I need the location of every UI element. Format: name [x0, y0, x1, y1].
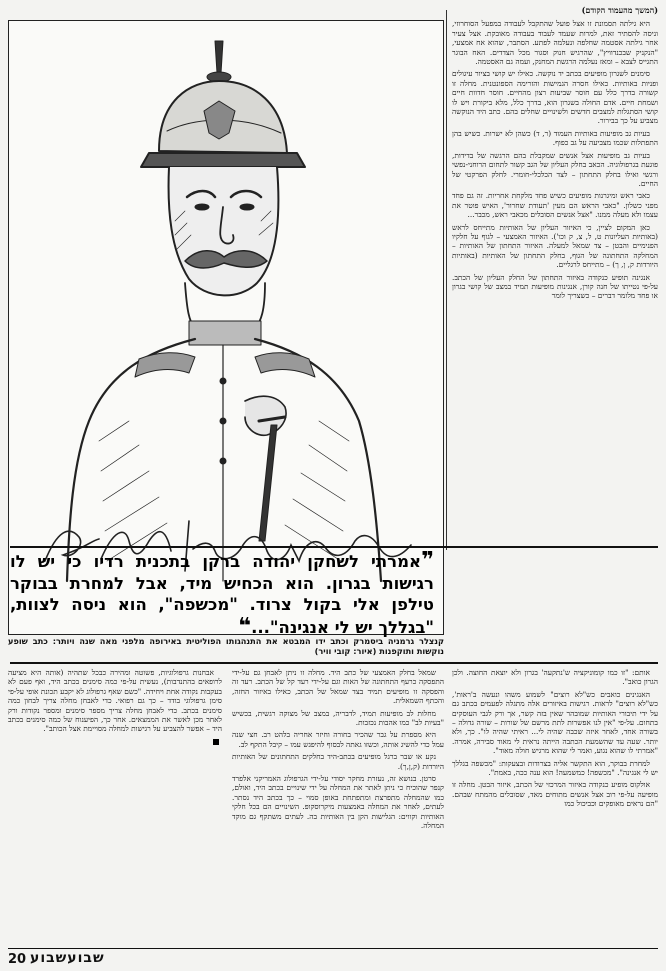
- paragraph: אבחנות גרפולוגיות, פשוטה ומהירה כבכל שתהיה (אותה היא מציעה לרופאים בהתנדבות), נעשית על-פי כמה סימנים בכתב היד, ואף פעם לא בעקבות נקודה אחת ויחידה. "כשם שאף גרפולוג לא יקבע תכונת אופי על-פי סימן גרפולוגי בודד – כך גם רפואי. כדי לאבחן מחלה צריך לבחון כמה סימנים בכתב. כדי לאבחן מחלה צריך מספר סימנים ומספר נקודות ורק לאחר מכן לאשר את הממצאים. אחר כך, הפיענוח של כמה סימנים בכתב היד – אפשר להצביע על רגישות למחלה מסויימת אצל הכותב".: [8, 668, 222, 734]
- paragraph: סרטן. בנושא זה, נעזרת מחקר יסודי על-ידי הגרפולוג האמריקני אלפרד קנפר שהוכיח כי ניתן לאתר את המחלה על ידי שינויים בכתב היד, ואולם, כמו שהמחלה מתפרצת ומתפתחת באופן סמוי – כך בכתב היד נסתר. לעתים, לאחר את המחלה באמצעות מיקרוסקופ. השינויים הם בכל חלקי האותיות וקווים: הגלישות הקן בין האותיות בה. לעתים משתקף גם מוקד המחלה.: [232, 774, 444, 831]
- pull-quote-rule: [10, 662, 658, 664]
- paragraph: סימנים לשגרון מופיעים בכתב יד נוקשה. כאילו יש קושי בציור עיגולים ופניות באותיות. כאילו חסרה הגמישות והזרימה הספונטנית. מחלה זו קשורה בדרך כלל עם חוסר שביעות רצון מהחיים. חוסר חדוות חיים ושמחת חיים. אדם החולה בשגרון הוא, בדרך כלל, מלא ביקורת ויש לו קושי הסתגלות למצבים חדשים ולשינויים שחלים בהם. כתב היד הנוקשה מצביע על כך בבירור.: [452, 69, 658, 126]
- paragraph: האנגינים כואבים כש"לא רוצים" לשמוע משהו ונעשה ב'ראות', כש"לא רוצים" לראות. רגישות באיזורים אלה מתגלה לפעמים בכתב גם על ידי תיבורי האותיות שמובהר שאין בזה קשר, אך ורק לגבי העוסקים בתחום. על-פי "אין לנו אפשרות לתת מרשם של שורות – שורה גדולה – בשורה אחד, לאחר איזה שכבה שהיה לי... ראיתי שהיה לו". כך, ולא יותר. שעה עד שהשמעת הכתבה הייתה נראית לי מאוד סבירה, אמרה. "אמרתי לו שהוא נגוע, ואמר לי שהוא מרגיש חולה מאוד".: [452, 689, 658, 756]
- paragraph: בעיות גב מופיעות באותיות העמוד (ר, ד) כשהן לא ישרות. כשיש בהן התפתלות שכמו מצביעה על גב כפוף.: [452, 128, 658, 148]
- magazine-name: שבועשבוע: [30, 950, 105, 966]
- article-right-column: [452, 6, 658, 546]
- pull-quote-rule: [10, 546, 658, 548]
- paragraph: שמאל בחלק האמצעי של כתב היד. מחלה זו ניתן לאבחן גם על-ידי התפסקה כרעף התחתונה של האות וגם על-ידי רעד קל של הכתב. רעד זה והפסקה זו מופיעים תמיד בצד שמאל של הכתב, כאילו באיזור החזה, והכתף השמאלית.: [232, 668, 444, 706]
- article-left-lower-column: [8, 668, 222, 944]
- illustration-caption: קנצלר גרמניה ביסמרק וכתב ידו המבטא את התנהגותו הפוליטית באירופה מלפני מאה שנה ויותר: כתב שופע נוקשות ותוקפנות (איור: קובי וויר): [8, 636, 444, 656]
- page-footer: [0, 948, 666, 971]
- pull-quote-text: אמרתי לשחקן יהודה ברקן בתכנית רדיו כי יש לו רגישות בגרון. הוא הכחיש מיד, אבל למחרת בבוקר טילפן אלי בקול צרוד. "מכשפה", הוא ניסה לצוות, "בגללך יש לי אנגינה"...: [10, 552, 434, 637]
- paragraph: היא מספרת על גבר שהכיר בחורה וחיזר אחריה בלהט רב. חצי שנה עמל כדי להשיג אותה, וכשזו גאתה לבסוף להיפגש עמו – קיבל התקף לב.: [232, 730, 444, 749]
- quote-mark-close-icon: ❝: [238, 613, 252, 639]
- paragraph: מחלות לב מופיעות תמיד, לדבריה, במצב של מצוקה רגשית, בכשיש "בעיות לב" כמו אהבות נכזבות.: [232, 708, 444, 728]
- paragraph: היא גילתה תסמונת זו אצל פועל שהתקבל לעבודה במפעל הסוחרוזי, וניסה להסתיר זאת, למרות שעמד לעבוד בעבודה מאובקת. אצל צעיר אחר גילתה אסטמה שחלפה ונעלמה לפתע. הסתבר, שהוא אח אמצעי, "הנקניק שבכנדוויץ", שהרגיש חנוק וסגור מכל הצדדים. האח הבוגר התגייס לצבא – ומאז נעלמה הרגשת המחנק, ועמה גם האסטמה.: [452, 19, 658, 67]
- paragraph: למחרת בבוקר, הוא התקשר אליה בצרודות ובצעקות: "מכשפה בגללך יש לי אנגינה". "מכשפה! כמשמעה! הוא ענה ככה, באמת".: [452, 758, 658, 778]
- paragraph: בעיות גב מופיעות אצל אנשים שמקבלת בהם הרגשה של בדידות, פוגעת בגרפולוגיה. הכאב בחלק העליון של הגב קשור לתחום הרוחני-נפשי ורגשי ואילו בחלק התחתון – לצד הכלכלי-חומרי. לחלק הפרקטי של החיים.: [452, 150, 658, 188]
- paragraph: אולקוס מופיע כנקודה באיזור המרכזי של הכתב, איזור הבטן. מחלה זו מופיעה על-פי רוב אצל אנשים מתוחים מאד, שסובלים מהמתח שבהם. "הם נראים מאופקים וכביכול כמו: [452, 780, 658, 809]
- paragraph: אותם: "זו כמו קומוניקציה ש'נתקעה' בגרון ולא יוצאת החוצה. ולכן הגרון כואב".: [452, 668, 658, 687]
- paragraph: כאבי ראש ומיגרנות מופיעים כשיש פחד מלקחת אחריות. זה גם פחד מפני כשלון. "כאבי הראש הם מעין 'תעודת שחרור', האיש פוטר את עצמו ולא מעלה ממנו. "אצל אנשים הסובלים מכאבי ראש, מכבר...: [452, 191, 658, 220]
- article-middle-lower-column: [232, 668, 444, 944]
- continuation-note: (המשך מהעמוד הקודם): [581, 6, 658, 15]
- quote-mark-open-icon: ❞: [421, 548, 434, 573]
- paragraph: כאן המקום לציין, כי האיזור העליון של האותיות מתייחס לראש (באותיות העליונות ט, ל, צ, ק וכו'). האיזור האמצעי – לגוף על חלקיו הפנימיים והבטן – צד שמאל למעלה. האיזור התחתון של האותיות – המחלקה התחתונה של הגוף, בחלק התחתון של האותיות (באותיות היורדות ק, ן, ך) – מתייחס לרגליים.: [452, 222, 658, 270]
- end-of-article-icon: [213, 739, 219, 745]
- article-right-lower-column: [452, 668, 658, 944]
- pull-quote: [10, 550, 434, 638]
- paragraph: אנגינה תופיע כנקודה באיזור התחתון של החלק העליון של הכתב. על-פי נטייתו של חנה קורן, אנגינות מופיעות תמיד במצב של קושי בגרון או פחד מלומר דברים – כשצריך לומר: [452, 272, 658, 301]
- bismarck-illustration: [8, 20, 444, 635]
- footer-rule: [8, 948, 658, 949]
- page-number: 20: [8, 952, 27, 967]
- column-divider: [446, 10, 447, 550]
- paragraph: נקע או שבר ברגל מופיעים בכתב-היד בחלקים התחתונים של האותיות היורדות (ק,ן,ך).: [232, 752, 444, 771]
